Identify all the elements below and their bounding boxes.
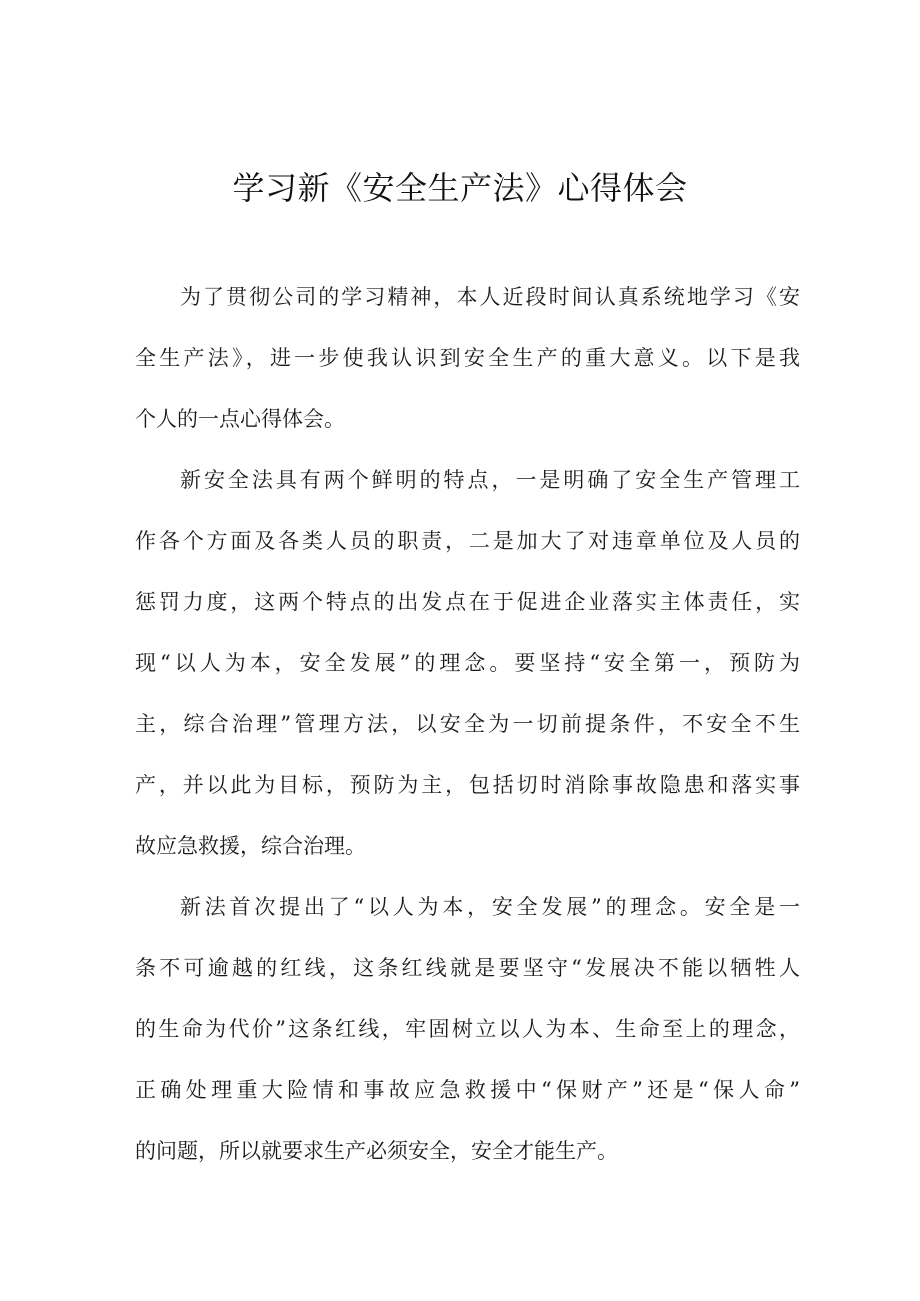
- paragraph-line: 现“以人为本，安全发展”的理念。要坚持“安全第一，预防为: [135, 651, 800, 675]
- paragraph-line: 产，并以此为目标，预防为主，包括切时消除事故隐患和落实事: [135, 773, 800, 797]
- document-title: 学习新《安全生产法》心得体会: [232, 169, 688, 207]
- paragraph-people-first: [135, 877, 800, 1182]
- paragraph-features: [135, 450, 800, 877]
- paragraph-intro: [135, 267, 800, 450]
- paragraph-line: 新法首次提出了“以人为本，安全发展”的理念。安全是一: [180, 895, 800, 919]
- paragraph-line: 主，综合治理”管理方法，以安全为一切前提条件，不安全不生: [135, 712, 800, 736]
- paragraph-line: 的生命为代价”这条红线，牢固树立以人为本、生命至上的理念，: [135, 1017, 800, 1041]
- paragraph-line: 为了贯彻公司的学习精神，本人近段时间认真系统地学习《安: [180, 285, 800, 309]
- paragraph-line: 条不可逾越的红线，这条红线就是要坚守“发展决不能以牺牲人: [135, 956, 800, 980]
- paragraph-line: 正确处理重大险情和事故应急救援中“保财产”还是“保人命”: [135, 1078, 800, 1102]
- paragraph-line: 惩罚力度，这两个特点的出发点在于促进企业落实主体责任，实: [135, 590, 800, 614]
- paragraph-line: 作各个方面及各类人员的职责，二是加大了对违章单位及人员的: [135, 529, 800, 553]
- paragraph-line: 个人的一点心得体会。: [135, 407, 345, 431]
- paragraph-line: 全生产法》，进一步使我认识到安全生产的重大意义。以下是我: [135, 346, 800, 370]
- paragraph-line: 故应急救援，综合治理。: [135, 834, 366, 858]
- paragraph-line: 的问题，所以就要求生产必须安全，安全才能生产。: [135, 1139, 618, 1163]
- document-body: [135, 267, 800, 1182]
- paragraph-line: 新安全法具有两个鲜明的特点，一是明确了安全生产管理工: [180, 468, 800, 492]
